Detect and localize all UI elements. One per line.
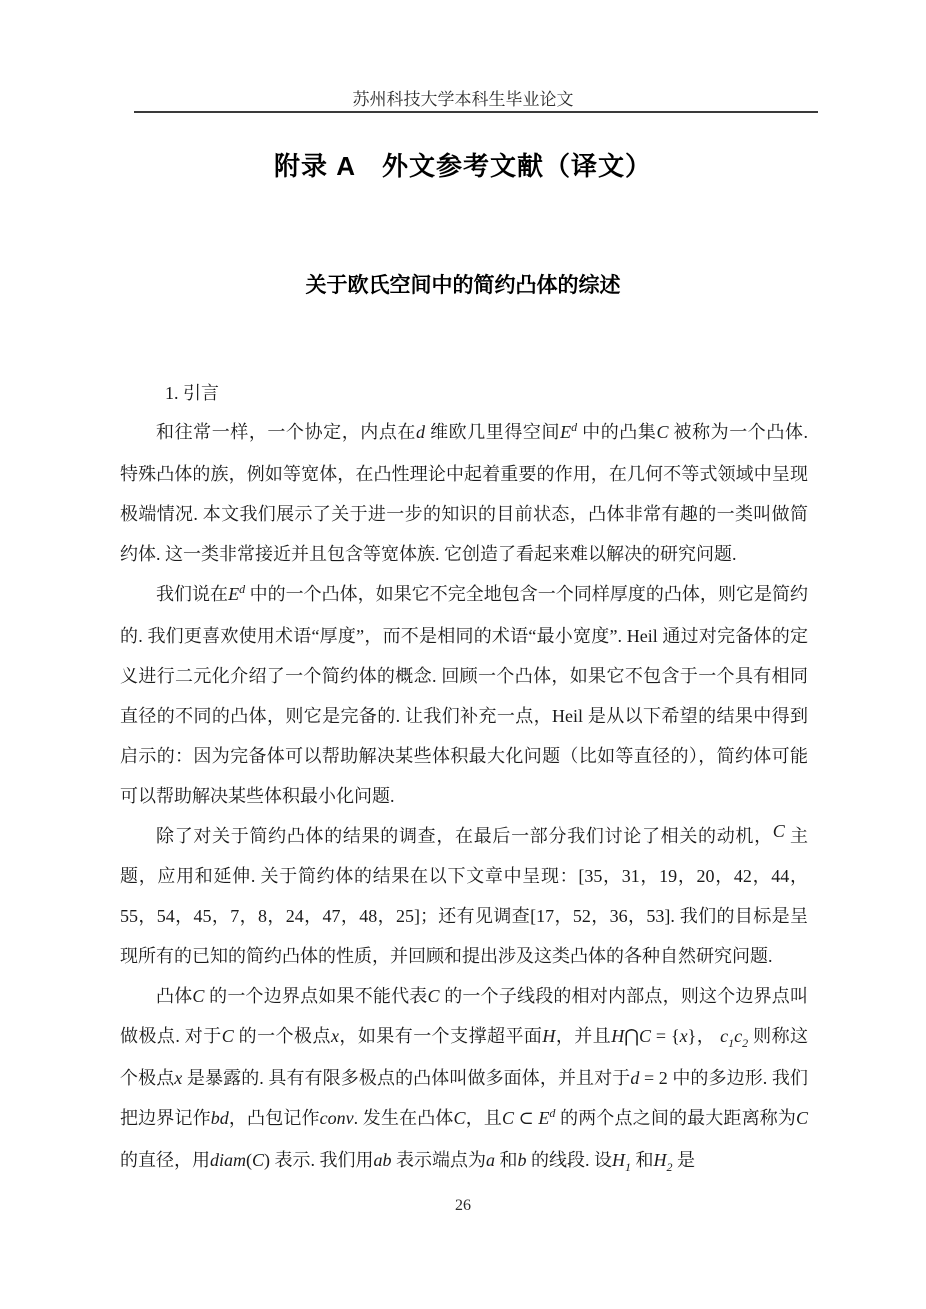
text-run: ；还有见调查 (419, 906, 531, 926)
math-run: ( (246, 1150, 252, 1170)
math-run: } (687, 1026, 697, 1046)
document-body (120, 412, 808, 1182)
math-run: x (679, 1026, 688, 1046)
math-run: H (611, 1026, 625, 1046)
text-run: 维欧几里得空间 (425, 422, 561, 442)
text-run: 是 (672, 1150, 696, 1170)
text-run: 是暴露的. 具有有限多极点的凸体叫做多面体，并且对于 (182, 1068, 631, 1088)
text-run: . 我们的目标是呈现所有的已知的简约凸体的性质，并回顾和提出涉及这类凸体的各种自然研究问题. (120, 906, 808, 966)
math-run: c (720, 1026, 729, 1046)
math-run: H (612, 1150, 626, 1170)
text-run: 的一个子线段的相对内部点，则这个边界点叫做极点. 对于 (120, 986, 809, 1046)
math-run: [35，31，19，20，42，44，55，54，45，7，8，24，47，48，25] (120, 866, 808, 926)
text-run: 我们说在 (156, 584, 229, 604)
math-run: 2 (666, 1160, 673, 1174)
text-run: 通过对完备体的定义进行二元化介绍了一个简约体的概念. 回顾一个凸体，如果它不包含于一个具有相同直径的不同的凸体，则它是完备的. 让我们补充一点， (120, 626, 808, 726)
math-run: C (221, 1026, 234, 1046)
math-run: Heil (626, 626, 658, 646)
math-run: 1 (728, 1036, 735, 1050)
text-run: ，并且 (555, 1026, 612, 1046)
body-paragraph (120, 816, 808, 976)
text-run: 中的一个凸体，如果它不完全地包含一个同样厚度的凸体，则它是简约的. 我们更喜欢使用术语“厚度”，而不是相同的术语“最小宽度”. (120, 584, 809, 646)
text-run: ，且 (465, 1108, 503, 1128)
math-run: 2 (742, 1036, 749, 1050)
text-run: 的一个边界点如果不能代表 (204, 986, 428, 1006)
text-run: 凸体 (156, 986, 193, 1006)
math-run: C (453, 1108, 466, 1128)
math-run: H (542, 1026, 556, 1046)
math-run: b (517, 1150, 527, 1170)
math-run: x (174, 1068, 183, 1088)
math-run: C (502, 1108, 515, 1128)
text-run: 和往常一样，一个协定，内点在 (156, 422, 416, 442)
text-run: 主题，应用和延伸. 关于简约体的结果在以下文章中呈现： (120, 826, 809, 886)
running-header: 苏州科技大学本科生毕业论文 (352, 90, 574, 109)
text-run: 和 (631, 1150, 654, 1170)
math-run: E (538, 1108, 550, 1128)
appendix-title: 附录 A 外文参考文献（译文） (273, 151, 653, 181)
math-run: c (734, 1026, 743, 1046)
math-run: C (772, 821, 785, 841)
math-run: a (486, 1150, 496, 1170)
math-run: conv (319, 1108, 354, 1128)
math-run: H (653, 1150, 667, 1170)
text-run: 中的凸集 (577, 422, 657, 442)
math-run: ⋂ (624, 1026, 639, 1046)
text-run: 中的多边形. 我们把边界记作 (120, 1068, 809, 1128)
math-run: d (549, 1106, 556, 1120)
page-number: 26 (455, 1197, 471, 1214)
math-run: C (656, 422, 669, 442)
body-paragraph (120, 976, 808, 1182)
math-run: bd (210, 1108, 229, 1128)
text-run: 的一个极点 (233, 1026, 331, 1046)
math-run: E (560, 422, 572, 442)
text-run: 的两个点之间的最大距离称为 (555, 1108, 797, 1128)
text-run: 除了对关于简约凸体的结果的调查，在最后一部分我们讨论了相关的动机， (156, 826, 773, 846)
math-run: C (252, 1150, 265, 1170)
math-run: C (427, 986, 440, 1006)
text-run: . 发生在凸体 (353, 1108, 454, 1128)
text-run: 被称为一个凸体. 特殊凸体的族，例如等宽体，在凸性理论中起着重要的作用，在几何不等式领域中呈现极端情况. 本文我们展示了关于进一步的知识的目前状态，凸体非常有趣的一类叫做简约体. 这一类非常接近并且包含等宽体族. 它创造了看起来难以解决的研究问题. (120, 422, 809, 564)
text-run: 表示端点为 (391, 1150, 487, 1170)
math-run: d (416, 422, 425, 442)
text-run: 则称这个极点 (120, 1026, 809, 1088)
math-run: x (330, 1026, 339, 1046)
math-run: C (192, 986, 205, 1006)
text-run: ， (696, 1026, 721, 1046)
text-run: ，如果有一个支撑超平面 (338, 1026, 543, 1046)
math-run: C (796, 1108, 809, 1128)
text-run: 的线段. 设 (526, 1150, 613, 1170)
math-run: d (630, 1068, 640, 1088)
math-run: ) (264, 1150, 271, 1170)
math-run: d (239, 582, 246, 596)
math-run: [17，52，36，53] (530, 906, 671, 926)
math-run: C (638, 1026, 651, 1046)
math-run: E (228, 584, 240, 604)
text-run: 表示. 我们用 (270, 1150, 374, 1170)
math-run: Heil (552, 706, 583, 726)
text-run: 和 (495, 1150, 518, 1170)
section-heading: 1. 引言 (165, 383, 219, 403)
header-divider (134, 111, 818, 113)
math-run: = { (650, 1026, 680, 1046)
math-run: diam (210, 1150, 246, 1170)
text-run: ，凸包记作 (228, 1108, 320, 1128)
math-run: ⊂ (514, 1108, 539, 1128)
math-run: d (571, 420, 578, 434)
article-title: 关于欧氏空间中的简约凸体的综述 (305, 274, 621, 297)
body-paragraph (120, 412, 808, 574)
body-paragraph (120, 574, 808, 816)
math-run: = 2 (639, 1068, 668, 1088)
math-run: 1 (625, 1160, 632, 1174)
math-run: ab (373, 1150, 392, 1170)
text-run: 是从以下希望的结果中得到启示的：因为完备体可以帮助解决某些体积最大化问题（比如等直径的），简约体可能可以帮助解决某些体积最小化问题. (120, 706, 808, 806)
text-run: 的直径，用 (120, 1150, 210, 1170)
